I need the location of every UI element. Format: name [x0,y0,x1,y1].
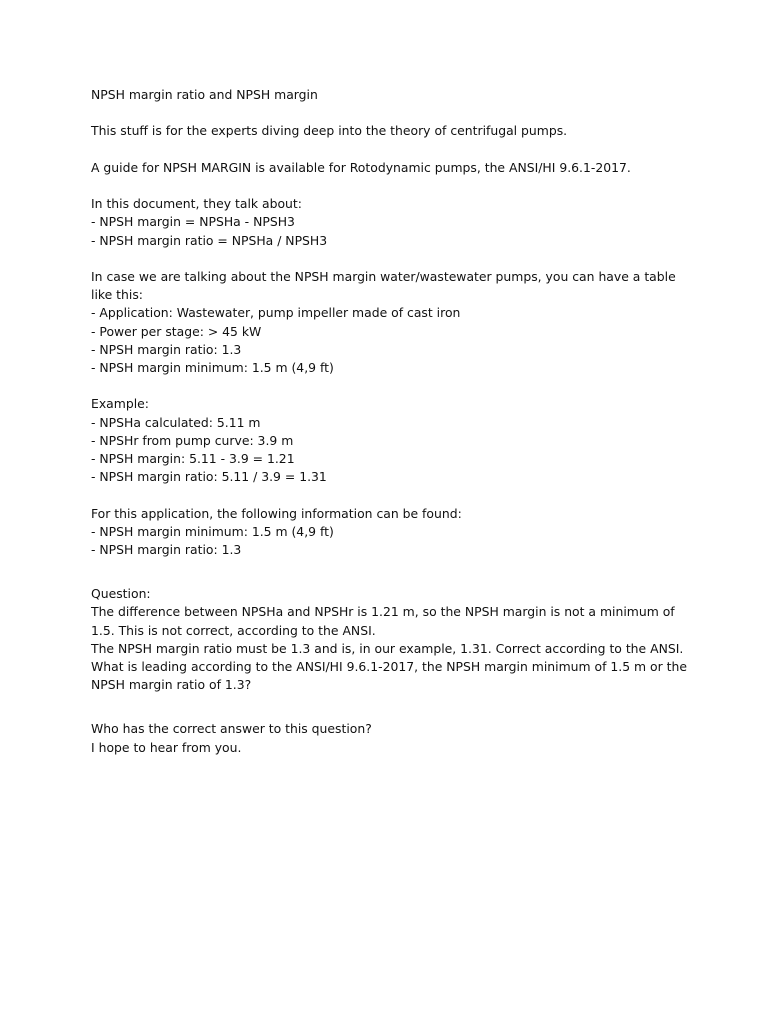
question-section [91,585,691,694]
table-case-lead: In case we are talking about the NPSH margin water/wastewater pumps, you can have a table like this: [91,268,676,303]
list-item: - Application: Wastewater, pump impeller made of cast iron [91,305,461,321]
list-item: - NPSH margin ratio: 5.11 / 3.9 = 1.31 [91,469,327,485]
application-section [91,505,691,560]
question-paragraph-2: The NPSH margin ratio must be 1.3 and is, in our example, 1.31. Correct according to the ANSI. [91,640,684,656]
list-item: - NPSH margin minimum: 1.5 m (4,9 ft) [91,523,334,539]
list-item: - Power per stage: > 45 kW [91,323,262,339]
list-item: - NPSH margin ratio: 1.3 [91,541,242,557]
list-item: - NPSH margin ratio: 1.3 [91,341,242,357]
document-page [91,86,691,757]
closing-section [91,720,691,756]
example-section [91,395,691,486]
document-title: NPSH margin ratio and NPSH margin [91,87,318,102]
closing-line-1: Who has the correct answer to this question? [91,721,372,737]
application-heading: For this application, the following information can be found: [91,505,462,521]
guide-text: A guide for NPSH MARGIN is available for Rotodynamic pumps, the ANSI/HI 9.6.1-2017. [91,159,631,175]
list-item: - NPSH margin = NPSHa - NPSH3 [91,214,295,230]
list-item: - NPSHr from pump curve: 3.9 m [91,432,294,448]
question-heading: Question: [91,586,151,602]
question-paragraph-3: What is leading according to the ANSI/HI 9.6.1-2017, the NPSH margin minimum of 1.5 m or the NPSH margin ratio of 1.3? [91,659,687,693]
list-item: - NPSHa calculated: 5.11 m [91,414,261,430]
list-item: - NPSH margin minimum: 1.5 m (4,9 ft) [91,359,334,375]
example-heading: Example: [91,396,149,412]
closing-line-2: I hope to hear from you. [91,739,242,755]
definitions-section [91,195,691,250]
list-item: - NPSH margin: 5.11 - 3.9 = 1.21 [91,450,295,466]
intro-text: This stuff is for the experts diving deep into the theory of centrifugal pumps. [91,123,568,139]
list-item: - NPSH margin ratio = NPSHa / NPSH3 [91,232,328,248]
question-paragraph-1: The difference between NPSHa and NPSHr is 1.21 m, so the NPSH margin is not a minimum of 1.5. This is not correct, according to the ANSI. [91,604,675,638]
table-case-section [91,268,691,377]
definitions-heading: In this document, they talk about: [91,196,302,212]
